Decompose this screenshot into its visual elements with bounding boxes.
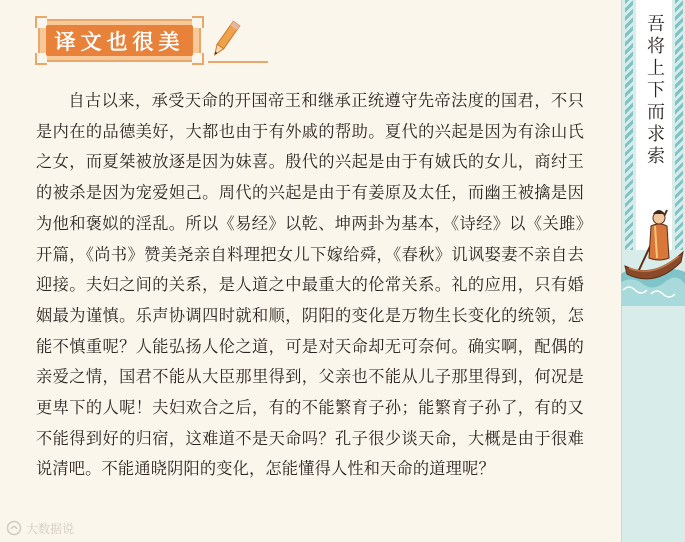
translation-paragraph: 自古以来，承受天命的开国帝王和继承正统遵守先帝法度的国君，不只是内在的品德美好，大都也由于有外戚的帮助。夏代的兴起是因为有涂山氏之女，而夏桀被放逐是因为妹喜。殷代的兴起是由于有娀氏的女儿，商纣王的被杀是因为宠爱妲己。周代的兴起是由于有姜原及太任，而幽王被擒是因为他和褒姒的淫乱。所以《易经》以乾、坤两卦为基本，《诗经》以《关雎》开篇，《尚书》赞美尧亲自料理把女儿下嫁给舜，《春秋》讥讽娶妻不亲自去迎接。夫妇之间的关系，是人道之中最重大的伦常关系。礼的应用，只有婚姻最为谨慎。乐声协调四时就和顺，阴阳的变化是万物生长变化的统领，怎能不慎重呢？人能弘扬人伦之道，可是对天命却无可奈何。确实啊，配偶的亲爱之情，国君不能从大臣那里得到，父亲也不能从儿子那里得到，何况是更卑下的人呢！夫妇欢合之后，有的不能繁育子孙；能繁育子孙了，有的又不能得到好的归宿，这难道不是天命吗？孔子很少谈天命，大概是由于很难说清吧。不能通晓阴阳的变化，怎能懂得人性和天命的道理呢？ xyxy=(36,91,584,479)
section-title: 译文也很美 xyxy=(54,28,185,54)
badge-inner xyxy=(46,25,193,56)
pencil-icon xyxy=(207,18,243,62)
watermark xyxy=(6,518,74,538)
section-title-badge xyxy=(38,19,201,62)
sidebar-vertical-title: 吾将上下而求索 xyxy=(644,14,665,168)
watermark-logo-icon xyxy=(6,520,22,536)
title-underline xyxy=(208,61,268,63)
boat-illustration xyxy=(621,196,685,306)
watermark-text: 大数据说 xyxy=(26,521,75,536)
